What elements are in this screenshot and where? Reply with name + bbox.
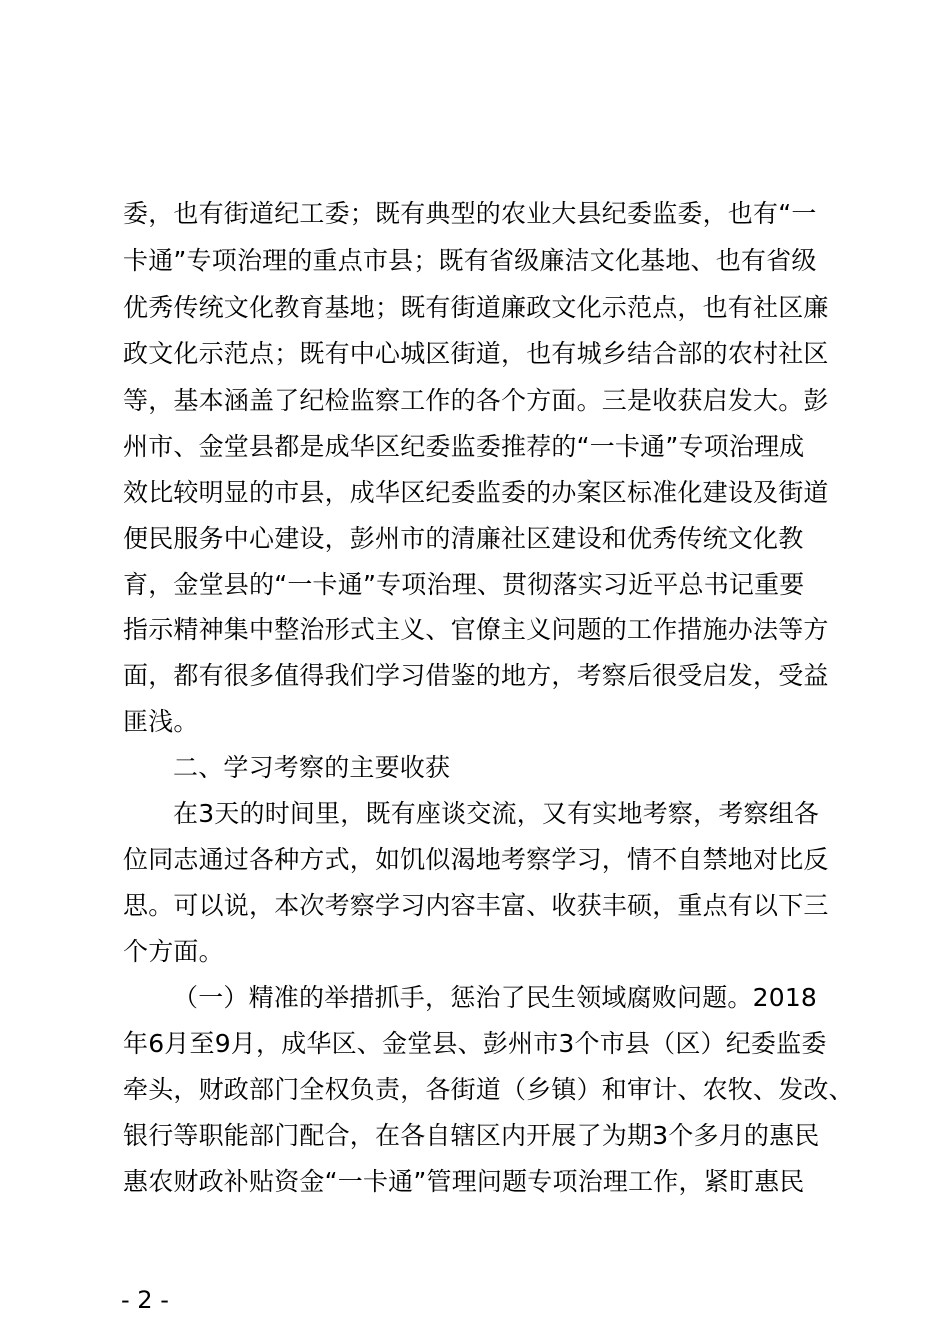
section-heading: 二、学习考察的主要收获 <box>173 753 451 782</box>
page-number: - 2 - <box>121 1286 169 1314</box>
body-text-line: 面，都有很多值得我们学习借鉴的地方，考察后很受启发，受益 <box>123 661 829 690</box>
body-text-line: 银行等职能部门配合，在各自辖区内开展了为期3个多月的惠民 <box>123 1121 820 1150</box>
subsection-heading-line: （一）精准的举措抓手，惩治了民生领域腐败问题。2018 <box>173 983 818 1012</box>
body-text-line: 育，金堂县的“一卡通”专项治理、贯彻落实习近平总书记重要 <box>123 570 805 599</box>
body-text-line: 年6月至9月，成华区、金堂县、彭州市3个市县（区）纪委监委 <box>123 1029 827 1058</box>
body-text-line: 优秀传统文化教育基地；既有街道廉政文化示范点，也有社区廉 <box>123 293 829 322</box>
body-text-line: 卡通”专项治理的重点市县；既有省级廉洁文化基地、也有省级 <box>123 246 817 275</box>
body-text-line: 指示精神集中整治形式主义、官僚主义问题的工作措施办法等方 <box>123 615 829 644</box>
body-text-line: 思。可以说，本次考察学习内容丰富、收获丰硕，重点有以下三 <box>123 891 829 920</box>
body-text-line: 匪浅。 <box>123 707 199 736</box>
body-text-line: 便民服务中心建设，彭州市的清廉社区建设和优秀传统文化教 <box>123 524 804 553</box>
body-text-line: 等，基本涵盖了纪检监察工作的各个方面。三是收获启发大。彭 <box>123 386 829 415</box>
body-text-line: 效比较明显的市县，成华区纪委监委的办案区标准化建设及街道 <box>123 478 829 507</box>
body-text-line: 州市、金堂县都是成华区纪委监委推荐的“一卡通”专项治理成 <box>123 432 805 461</box>
body-text-line: 政文化示范点；既有中心城区街道，也有城乡结合部的农村社区 <box>123 339 829 368</box>
body-text-line: 位同志通过各种方式，如饥似渴地考察学习，情不自禁地对比反 <box>123 845 829 874</box>
body-text-line: 个方面。 <box>123 937 224 966</box>
body-text-line: 惠农财政补贴资金“一卡通”管理问题专项治理工作，紧盯惠民 <box>123 1167 805 1196</box>
body-text-line: 牵头，财政部门全权负责，各街道（乡镇）和审计、农牧、发改、 <box>123 1075 854 1104</box>
body-text-line: 委，也有街道纪工委；既有典型的农业大县纪委监委，也有“一 <box>123 199 817 228</box>
paragraph-first-line: 在3天的时间里，既有座谈交流，又有实地考察，考察组各 <box>173 799 820 828</box>
